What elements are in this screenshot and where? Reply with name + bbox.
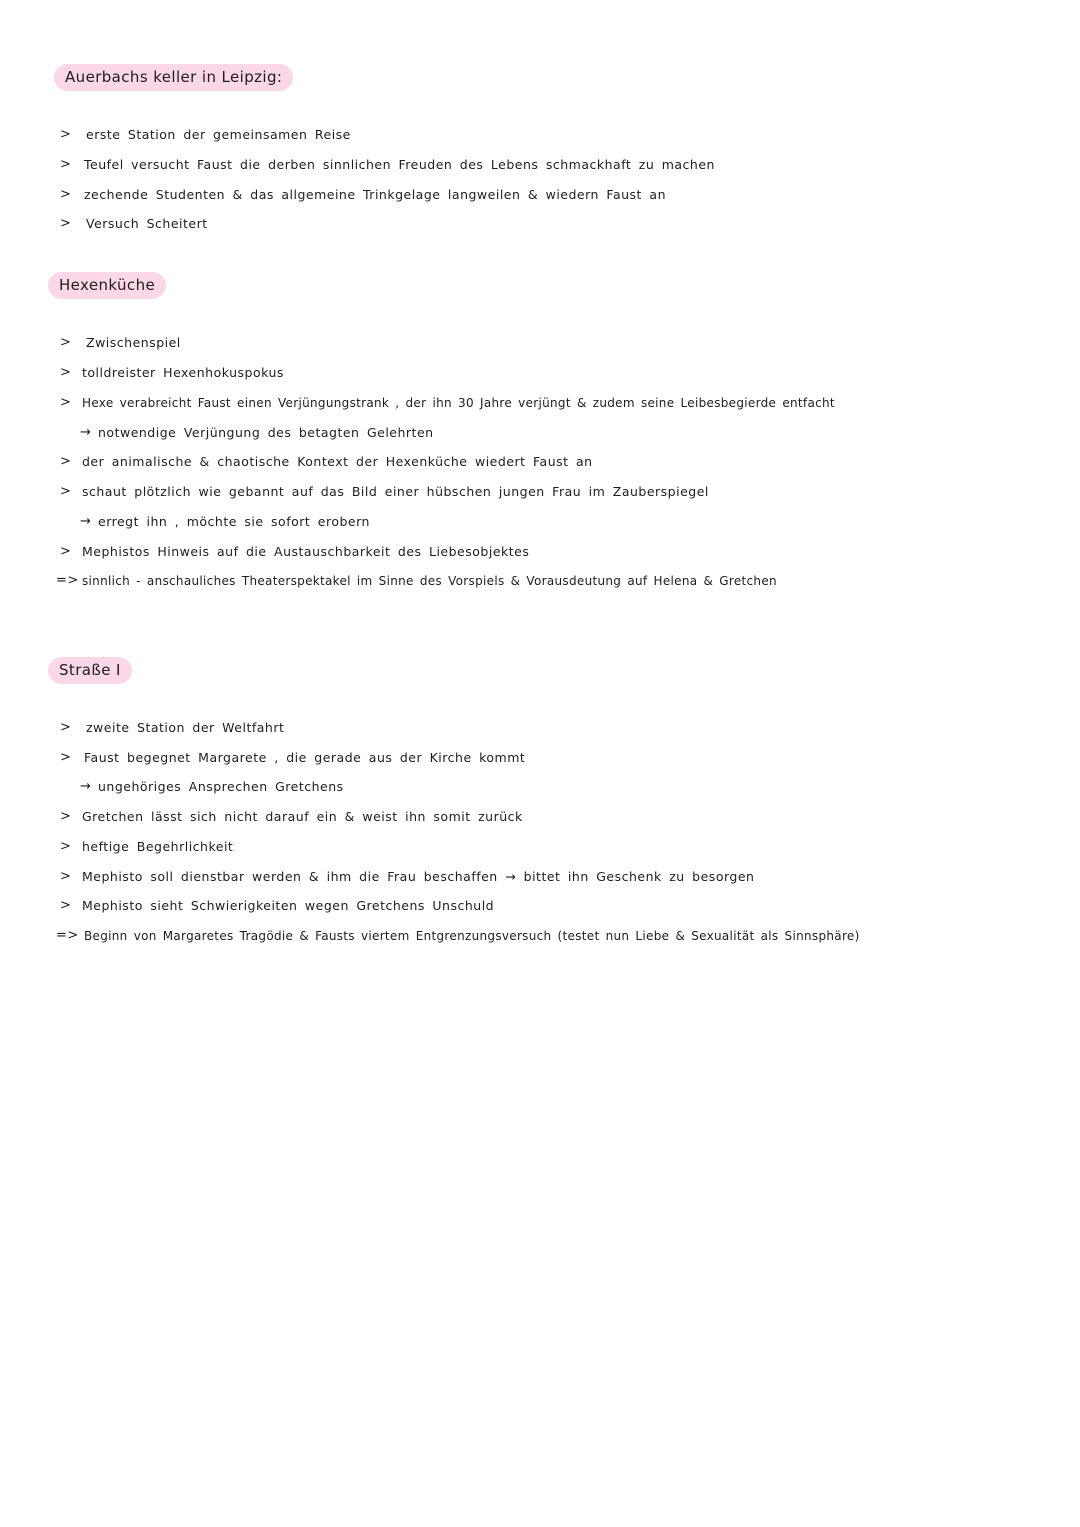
bullet-marker: >	[60, 335, 72, 350]
bullet-marker: >	[60, 365, 72, 380]
bullet-marker: >	[60, 395, 72, 410]
bullet-marker: >	[60, 839, 72, 854]
bullet-marker: >	[60, 484, 72, 499]
list-item-text: sinnlich - anschauliches Theaterspektakel im Sinne des Vorspiels & Vorausdeutung auf Helena & Gretchen	[82, 574, 777, 588]
bullet-marker: >	[60, 454, 72, 469]
section-heading: Straße I	[48, 657, 132, 684]
list-item-text: notwendige Verjüngung des betagten Gelehrten	[98, 425, 434, 440]
list-item-text: zechende Studenten & das allgemeine Trinkgelage langweilen & wiedern Faust an	[84, 187, 667, 202]
list-item-text: Gretchen lässt sich nicht darauf ein & weist ihn somit zurück	[82, 809, 523, 824]
list-item-text: Faust begegnet Margarete , die gerade aus der Kirche kommt	[84, 750, 526, 765]
section-heading: Hexenküche	[48, 272, 166, 299]
arrow-icon: →	[80, 779, 92, 794]
bullet-marker: >	[60, 720, 72, 735]
list-item-text: ungehöriges Ansprechen Gretchens	[98, 779, 344, 794]
list-item-text: Versuch Scheitert	[86, 216, 208, 231]
list-item-text: Mephisto soll dienstbar werden & ihm die Frau beschaffen → bittet ihn Geschenk zu besorgen	[82, 869, 755, 884]
list-item-text: heftige Begehrlichkeit	[82, 839, 234, 854]
arrow-icon: →	[80, 514, 92, 529]
bullet-marker: >	[60, 216, 72, 231]
list-item-text: Zwischenspiel	[86, 335, 181, 350]
list-item-text: Mephisto sieht Schwierigkeiten wegen Gretchens Unschuld	[82, 898, 495, 913]
section-heading: Auerbachs keller in Leipzig:	[54, 64, 293, 91]
bullet-marker: >	[60, 750, 72, 765]
arrow-icon: →	[80, 425, 92, 440]
list-item-text: Mephistos Hinweis auf die Austauschbarkeit des Liebesobjektes	[82, 544, 530, 559]
bullet-marker: >	[60, 898, 72, 913]
list-item-text: schaut plötzlich wie gebannt auf das Bild einer hübschen jungen Frau im Zauberspiegel	[82, 484, 709, 499]
list-item-text: zweite Station der Weltfahrt	[86, 720, 285, 735]
double-arrow-icon: =>	[56, 573, 79, 588]
list-item-text: der animalische & chaotische Kontext der Hexenküche wiedert Faust an	[82, 454, 593, 469]
bullet-marker: >	[60, 869, 72, 884]
bullet-marker: >	[60, 809, 72, 824]
list-item-text: erste Station der gemeinsamen Reise	[86, 127, 351, 142]
bullet-marker: >	[60, 157, 72, 172]
list-item-text: erregt ihn , möchte sie sofort erobern	[98, 514, 370, 529]
bullet-marker: >	[60, 544, 72, 559]
bullet-marker: >	[60, 127, 72, 142]
list-item-text: Hexe verabreicht Faust einen Verjüngungstrank , der ihn 30 Jahre verjüngt & zudem seine Leibesbegierde entfacht	[82, 396, 835, 410]
list-item-text: Teufel versucht Faust die derben sinnlichen Freuden des Lebens schmackhaft zu machen	[84, 157, 715, 172]
double-arrow-icon: =>	[56, 928, 79, 943]
list-item-text: tolldreister Hexenhokuspokus	[82, 365, 284, 380]
bullet-marker: >	[60, 187, 72, 202]
list-item-text: Beginn von Margaretes Tragödie & Fausts viertem Entgrenzungsversuch (testet nun Liebe & Sexualität als Sinnsphäre)	[84, 929, 860, 943]
